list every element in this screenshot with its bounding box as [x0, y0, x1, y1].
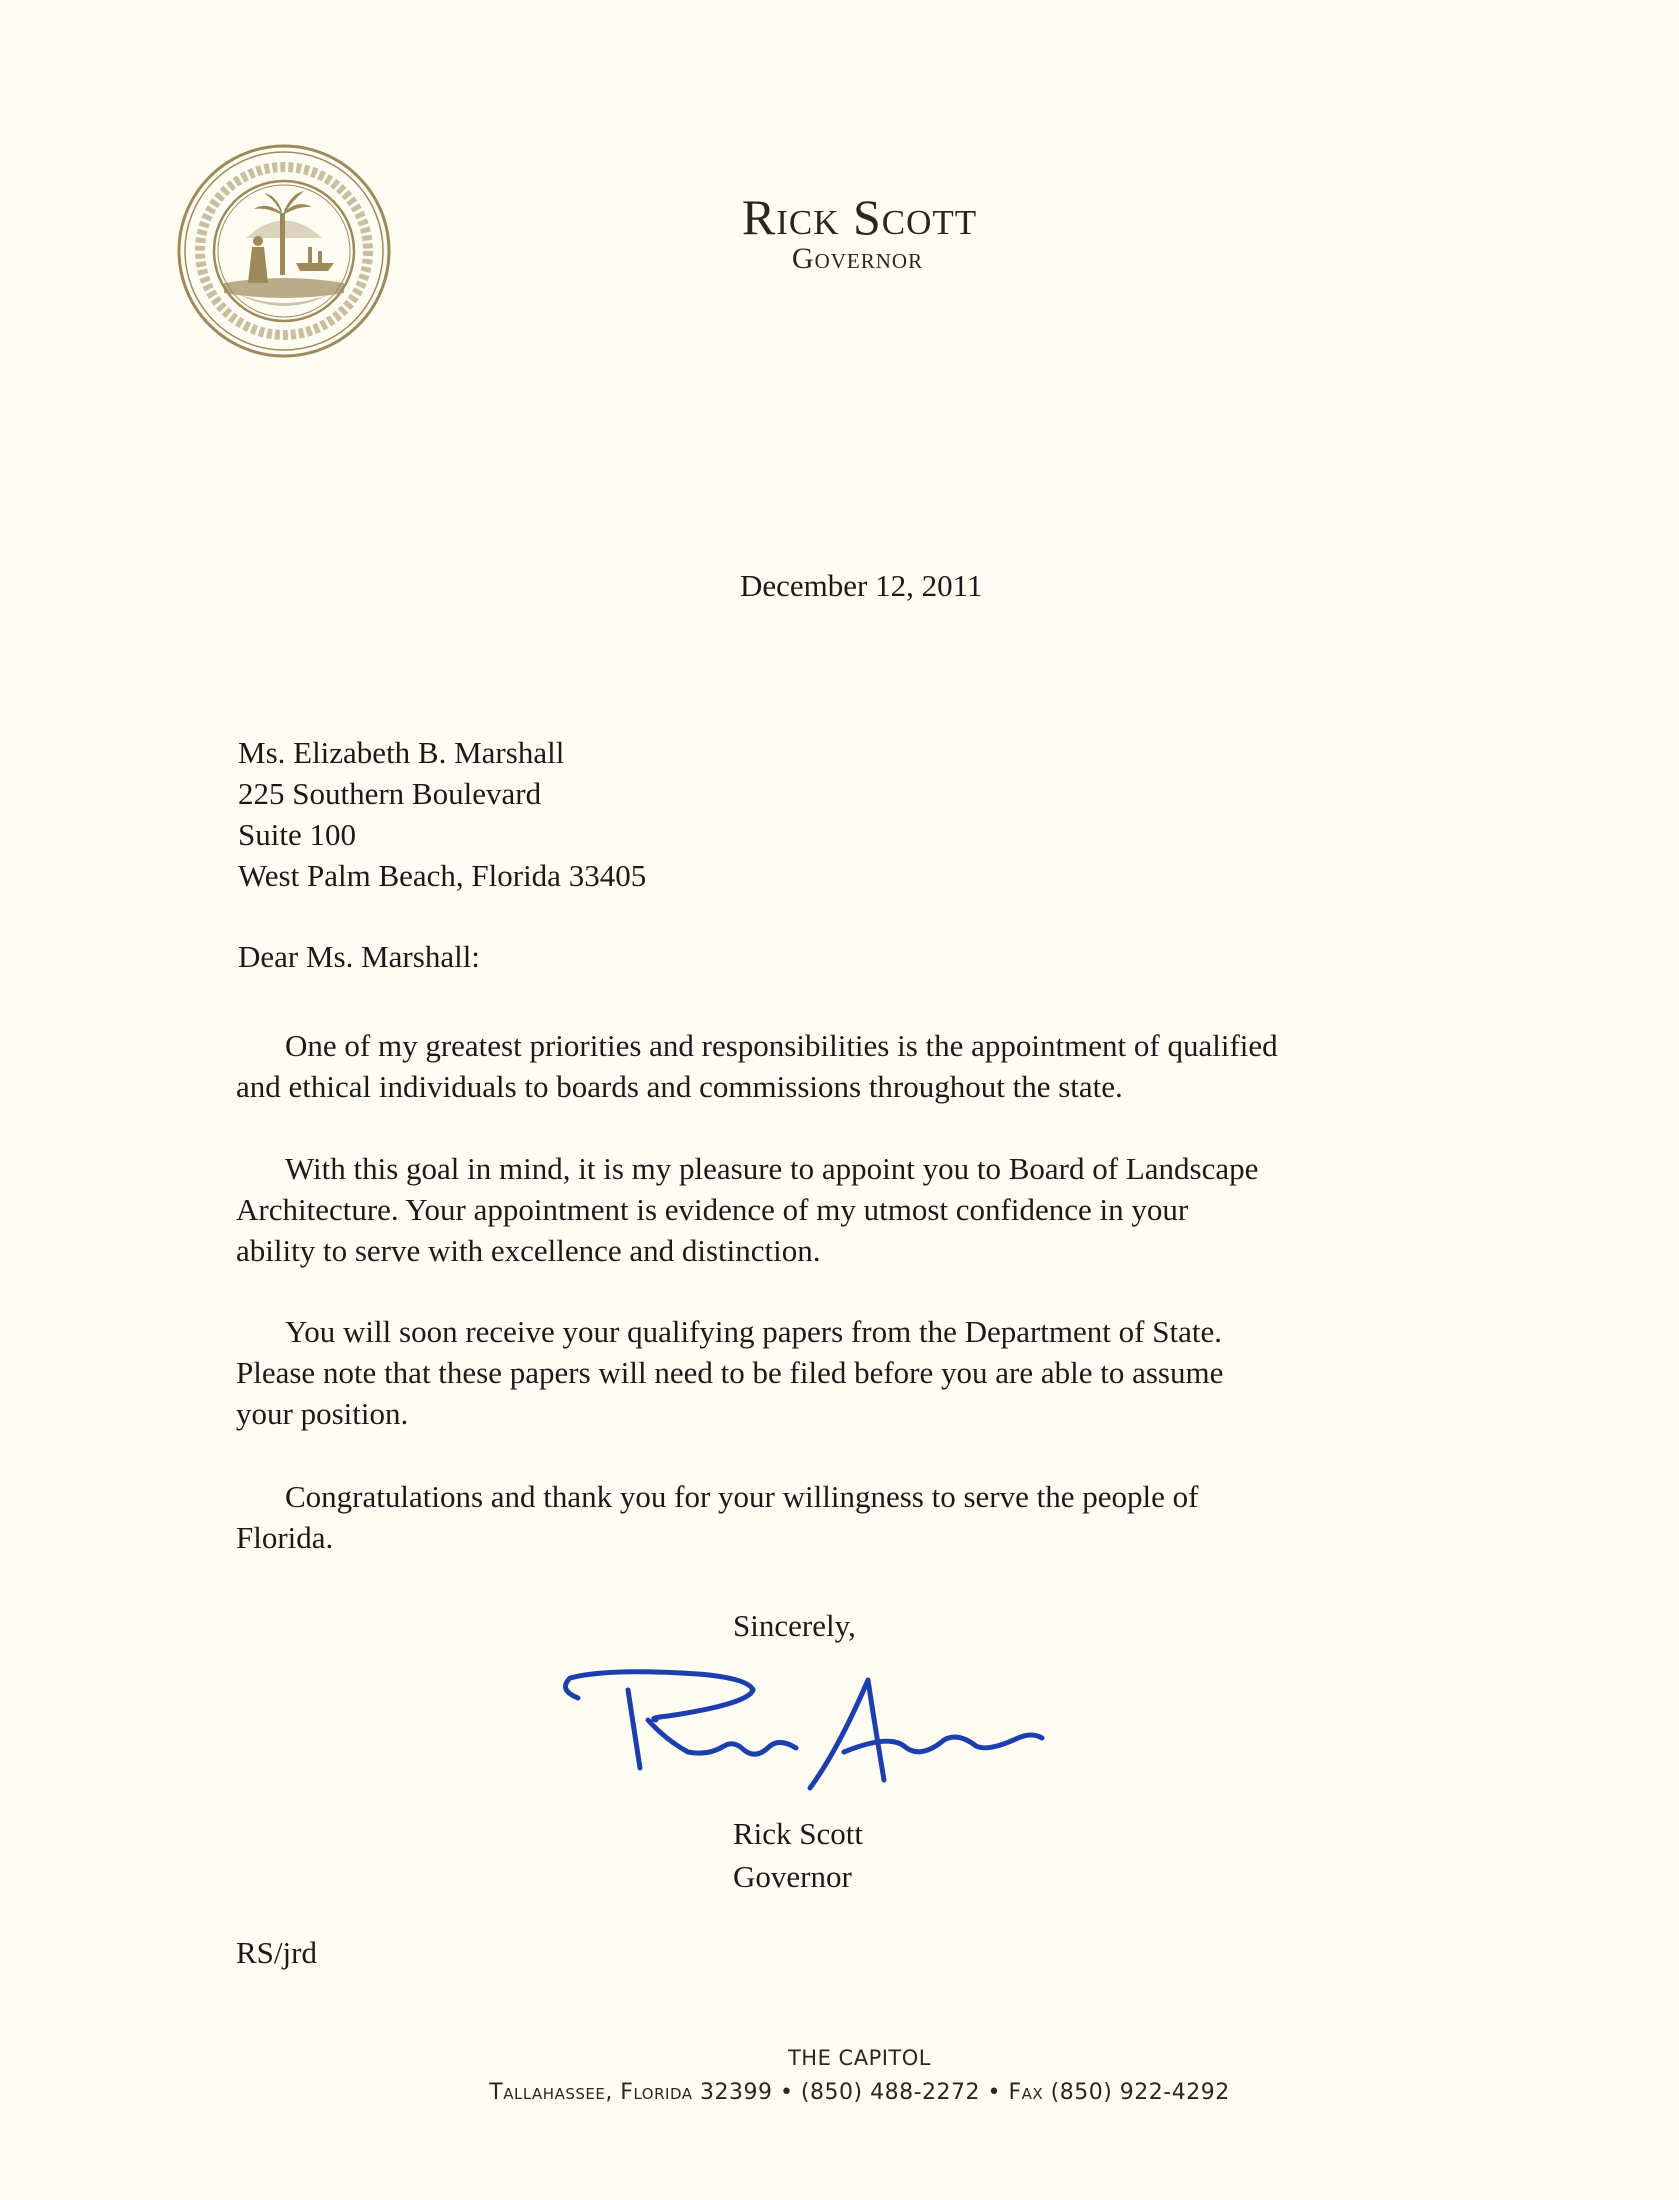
body-line: Please note that these papers will need to be filed before you are able to assume [236, 1355, 1224, 1390]
recipient-street: 225 Southern Boulevard [238, 776, 542, 811]
recipient-suite: Suite 100 [238, 817, 356, 852]
body-paragraph-2 [236, 1148, 1476, 1271]
recipient-city: West Palm Beach, Florida 33405 [238, 858, 647, 893]
reference-initials: RS/jrd [236, 1935, 317, 1970]
body-line: your position. [236, 1396, 409, 1431]
letterhead-title: Governor [791, 242, 924, 275]
recipient-address [238, 732, 646, 896]
letterhead-name: Rick Scott [741, 189, 978, 245]
body-line: Congratulations and thank you for your willingness to serve the people of [285, 1479, 1199, 1514]
body-line: and ethical individuals to boards and commissions throughout the state. [236, 1069, 1123, 1104]
body-line: Florida. [236, 1520, 334, 1555]
body-line: One of my greatest priorities and responsibilities is the appointment of qualified [285, 1028, 1278, 1063]
body-line: You will soon receive your qualifying papers from the Department of State. [285, 1314, 1222, 1349]
closing: Sincerely, [733, 1608, 856, 1643]
body-paragraph-1 [236, 1025, 1476, 1107]
body-line: With this goal in mind, it is my pleasure to appoint you to Board of Landscape [285, 1151, 1259, 1186]
body-paragraph-4 [236, 1476, 1476, 1558]
footer-address-line-1: THE CAPITOL [787, 2046, 931, 2070]
body-line: ability to serve with excellence and distinction. [236, 1233, 821, 1268]
body-line: Architecture. Your appointment is evidence of my utmost confidence in your [236, 1192, 1189, 1227]
handwritten-signature [548, 1660, 1068, 1810]
salutation: Dear Ms. Marshall: [238, 939, 480, 974]
recipient-name: Ms. Elizabeth B. Marshall [238, 735, 565, 770]
signer-name: Rick Scott [733, 1816, 864, 1851]
letter-date: December 12, 2011 [740, 568, 983, 603]
footer-address-line-2: Tallahassee, Florida 32399 • (850) 488-2272 • Fax (850) 922-4292 [489, 2080, 1230, 2105]
signer-title: Governor [733, 1859, 852, 1894]
signer-block [733, 1812, 863, 1898]
body-paragraph-3 [236, 1311, 1476, 1434]
